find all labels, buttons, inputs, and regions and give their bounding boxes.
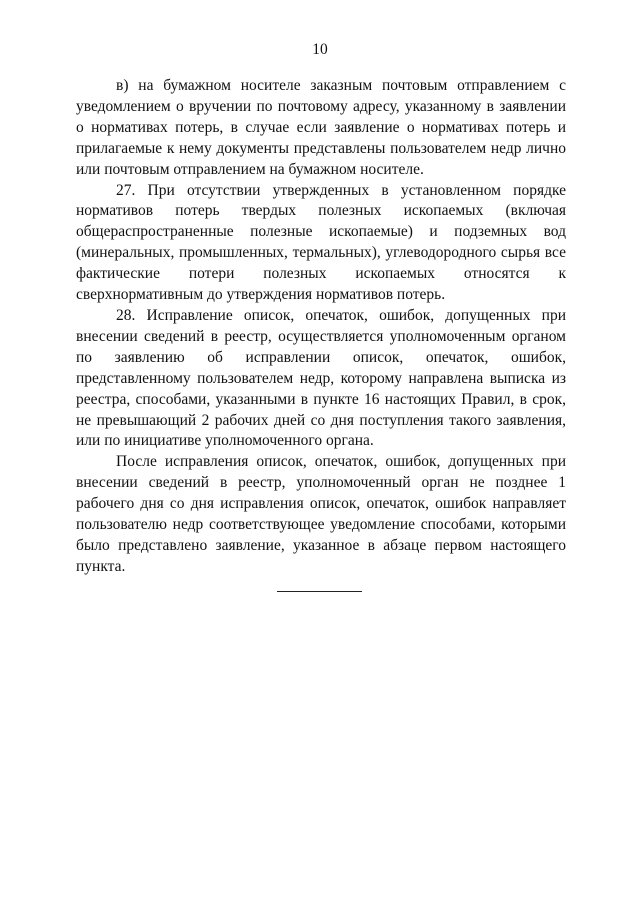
document-body [76,76,566,578]
paragraph-item-27: 27. При отсутствии утвержденных в установленном порядке нормативов потерь твердых полезных ископаемых (включая общераспространенные полезные ископаемые) и подземных вод (минеральных, промышленных, термальных), углеводородного сырья все фактические потери полезных ископаемых относятся к сверхнормативным до утверждения нормативов потерь. [76,181,566,304]
paragraph-item-28-notification: После исправления описок, опечаток, ошибок, допущенных при внесении сведений в реестр, уполномоченный орган не позднее 1 рабочего дня со дня исправления описок, опечаток, ошибок направляет пользователю недр соответствующее уведомление способами, которыми было представлено заявление, указанное в абзаце первом настоящего пункта. [76,453,566,575]
end-separator-line [277,591,362,592]
paragraph-delivery-method-c: в) на бумажном носителе заказным почтовым отправлением с уведомлением о вручении по почтовому адресу, указанному в заявлении о нормативах потерь, в случае если заявление о нормативах потерь и прилагаемые к нему документы представлены пользователем недр лично или почтовым отправлением на бумажном носителе. [76,77,566,178]
paragraph-item-28: 28. Исправление описок, опечаток, ошибок, допущенных при внесении сведений в реестр, осуществляется уполномоченным органом по заявлению об исправлении описок, опечаток, ошибок, представленному пользователем недр, которому направлена выписка из реестра, способами, указанными в пункте 16 настоящих Правил, в срок, не превышающий 2 рабочих дней со дня поступления такого заявления, или по инициативе уполномоченного органа. [76,306,566,450]
page-number: 10 [312,41,328,58]
